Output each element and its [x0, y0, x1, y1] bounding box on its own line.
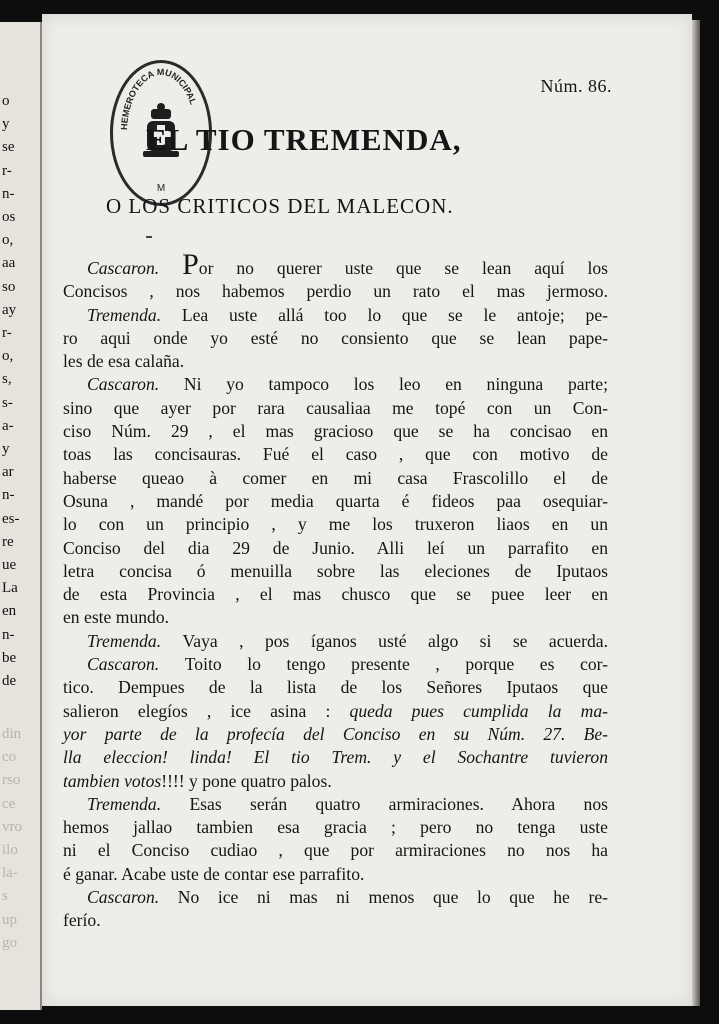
left-page-fragment: o — [2, 93, 10, 109]
speaker-name: Cascaron. — [87, 887, 178, 908]
left-page-fragment: ay — [2, 301, 17, 318]
document-page — [42, 14, 692, 1006]
line-text: Ni yo tampoco los leo en ninguna parte; — [183, 374, 608, 395]
page-edge-shadow — [692, 20, 700, 1006]
line-text: les de esa calaña. — [63, 351, 185, 372]
text-line — [63, 700, 608, 723]
line-text: ferío. — [63, 910, 101, 931]
line-text: é ganar. Acabe uste de contar ese parrafito. — [63, 863, 365, 884]
speaker-name: Cascaron. — [87, 374, 184, 395]
text-line — [63, 420, 608, 443]
quoted-text: queda pues cumplida la ma- — [349, 700, 608, 721]
text-line — [63, 816, 608, 839]
left-page-fragment: os — [2, 209, 16, 225]
text-line — [63, 793, 608, 816]
text-line — [63, 443, 608, 466]
text-line — [63, 304, 608, 327]
left-page-fragment: r- — [2, 325, 12, 341]
left-page-faint-fragment: vro — [2, 818, 22, 835]
text-line — [63, 630, 608, 653]
speaker-name: Tremenda. — [87, 630, 183, 651]
line-text: Concisos , nos habemos perdio un rato el mas jermoso. — [63, 281, 608, 302]
left-page-faint-fragment: la- — [2, 865, 18, 882]
quoted-text: yor parte de la profecía del Conciso en su Núm. 27. Be- — [63, 723, 608, 744]
left-page-fragment: es- — [2, 510, 20, 527]
text-line — [63, 537, 608, 560]
left-page-fragment: en — [2, 603, 17, 620]
left-page-fragment: n- — [2, 626, 15, 643]
left-page-fragment: o, — [2, 232, 14, 249]
line-text: Conciso del dia 29 de Junio. Alli leí un parrafito en — [63, 537, 608, 558]
text-line — [63, 909, 608, 932]
line-text: letra concisa ó menuilla sobre las eleciones de Iputaos — [63, 560, 608, 581]
text-line — [63, 467, 608, 490]
text-line — [63, 490, 608, 513]
left-page-fragment: re — [2, 533, 14, 550]
line-text: toas las concisauras. Fué el caso , que con motivo de — [63, 444, 608, 465]
left-page-fragment: r- — [2, 162, 12, 179]
left-page-fragment: y — [2, 116, 10, 133]
drop-cap: P — [182, 248, 199, 281]
line-text: ro aqui onde yo esté no consiento que se lean pape- — [63, 327, 608, 348]
line-text: hemos jallao tambien esa gracia ; pero no tenga uste — [63, 817, 608, 838]
left-page-fragment: ue — [2, 557, 17, 573]
line-text: ni el Conciso cudiao , que por armiraciones no nos ha — [63, 840, 608, 861]
left-page-fragment: de — [2, 673, 17, 689]
decorative-dash — [146, 236, 152, 238]
line-text: haberse queao à comer en mi casa Frascolillo el de — [63, 467, 608, 488]
quoted-text: lla eleccion! linda! El tio Trem. y el Sochantre tuvieron — [63, 747, 608, 768]
line-text: sino que ayer por rara causaliaa me topé con un Con- — [63, 397, 608, 418]
text-line — [63, 513, 608, 536]
text-line — [63, 770, 608, 793]
line-text: No ice ni mas ni menos que lo que he re- — [177, 887, 608, 908]
text-line — [63, 373, 608, 396]
speaker-name: Cascaron. — [87, 654, 185, 675]
speaker-name: Tremenda. — [87, 304, 182, 325]
line-text: ciso Núm. 29 , el mas gracioso que se ha concisao en — [63, 421, 608, 442]
left-page-faint-fragment: s — [2, 888, 8, 905]
line-text: salieron elegíos , ice asina : — [63, 700, 350, 721]
text-line — [63, 327, 608, 350]
line-text: !!!! y pone quatro palos. — [161, 770, 332, 791]
line-text: or no querer uste que se lean aquí los — [198, 258, 608, 278]
line-text: Toito lo tengo presente , porque es cor- — [184, 654, 608, 675]
text-line — [63, 746, 608, 769]
left-page-faint-fragment: ce — [2, 795, 16, 812]
line-text: lo con un principio , y me los truxeron liaos en un — [63, 514, 608, 535]
document-title: EL TIO TREMENDA, — [146, 122, 462, 157]
svg-text:M: M — [156, 183, 166, 194]
left-page-faint-fragment: ilo — [2, 842, 18, 858]
text-line — [63, 863, 608, 886]
left-page-faint-fragment: rso — [2, 772, 21, 789]
left-page-fragment: n- — [2, 487, 15, 504]
stamp-text: HEMEROTECA MUNICIPAL — [119, 66, 199, 131]
left-page-fragment: s, — [2, 371, 12, 388]
text-line — [63, 676, 608, 699]
left-page-fragment: n- — [2, 185, 15, 202]
line-text: Vaya , pos íganos usté algo si se acuerda. — [182, 630, 608, 651]
left-page-fragment: se — [2, 139, 15, 156]
left-page-fragment: La — [2, 580, 18, 597]
text-line — [63, 839, 608, 862]
svg-text:HEMEROTECA MUNICIPAL — [119, 67, 199, 130]
line-text: Esas serán quatro armiraciones. Ahora nos — [189, 793, 608, 814]
text-line — [63, 397, 608, 420]
left-page-fragment: s- — [2, 394, 13, 411]
text-line — [63, 583, 608, 606]
speaker-name: Cascaron. — [87, 258, 183, 278]
quoted-text: tambien votos — [63, 770, 162, 791]
left-page-fragment: be — [2, 649, 17, 666]
text-line — [63, 653, 608, 676]
left-page-faint-fragment: up — [2, 911, 17, 928]
document-subtitle: O LOS CRITICOS DEL MALECON. — [106, 194, 454, 218]
text-line — [63, 606, 608, 629]
line-text: Lea uste allá too lo que se le antoje; pe- — [181, 304, 608, 325]
left-page-faint-fragment: go — [2, 934, 17, 951]
text-line — [63, 280, 608, 303]
text-line — [63, 886, 608, 909]
text-line — [63, 350, 608, 373]
left-page-fragment: ar — [2, 464, 14, 481]
text-line — [63, 248, 608, 281]
left-page-faint-fragment: din — [2, 726, 22, 742]
speaker-name: Tremenda. — [87, 793, 190, 814]
left-page-fragment: y — [2, 441, 10, 457]
left-page-fragment: a- — [2, 417, 14, 434]
dialogue-body — [63, 248, 608, 933]
line-text: Osuna , mandé por media quarta é fideos paa osequiar- — [63, 490, 608, 511]
line-text: en este mundo. — [63, 607, 170, 628]
left-page-fragment: aa — [2, 255, 16, 272]
text-line — [63, 560, 608, 583]
line-text: de esta Provincia , el mas chusco que se puee leer en — [63, 584, 608, 605]
line-text: tico. Dempues de la lista de los Señores Iputaos que — [63, 677, 608, 698]
left-page-faint-fragment: co — [2, 749, 17, 766]
issue-number: Núm. 86. — [540, 76, 612, 96]
left-page-fragment: so — [2, 278, 16, 295]
left-page-fragment: o, — [2, 348, 14, 365]
text-line — [63, 723, 608, 746]
left-page-edge — [0, 22, 42, 1010]
